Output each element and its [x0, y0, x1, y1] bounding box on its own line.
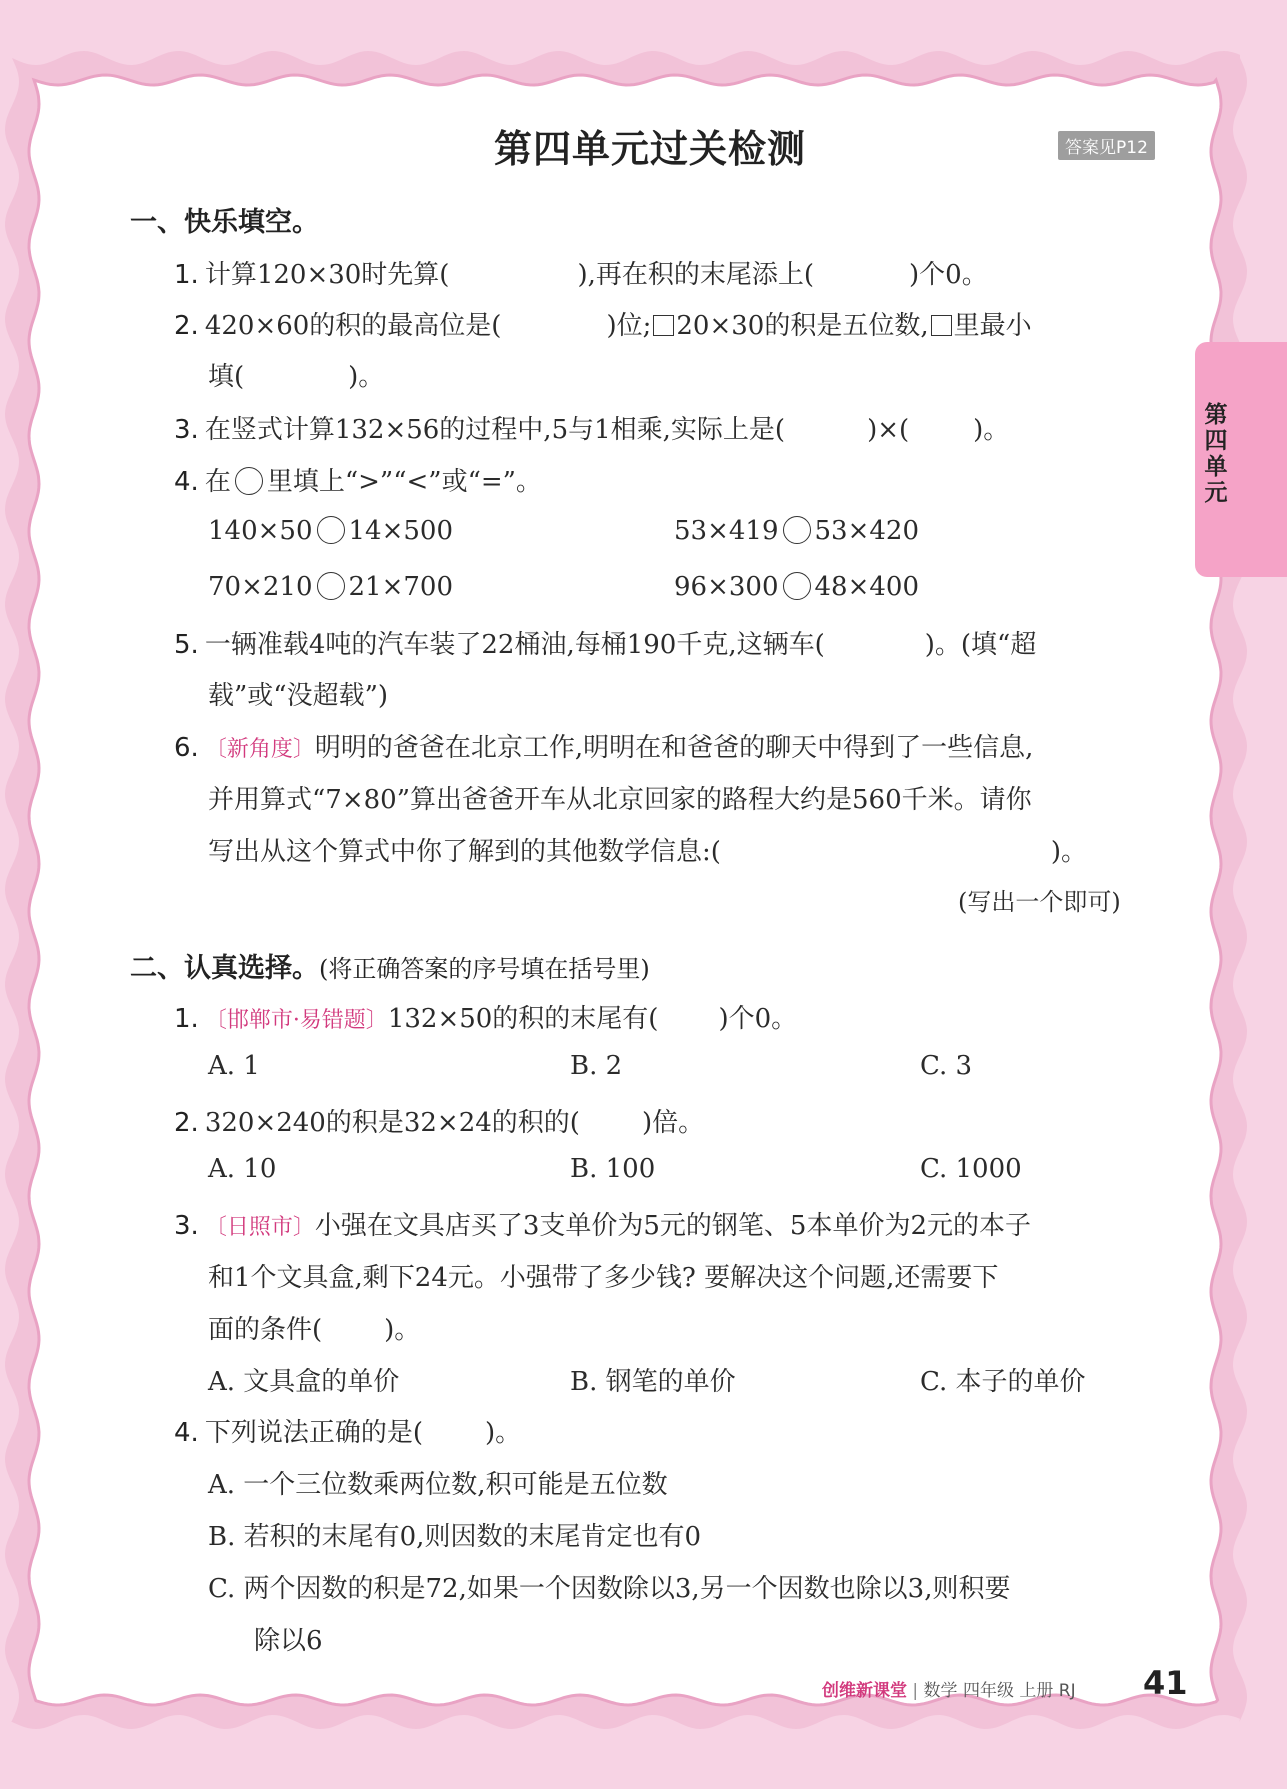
compare-left: 70×210	[208, 572, 313, 602]
s1-q3	[174, 409, 1009, 446]
question-tag: 〔邯郸市·易错题〕	[204, 1008, 388, 1033]
q-text: 面的条件(	[208, 1315, 323, 1345]
q-text: 在	[204, 467, 231, 497]
q-number: 1.	[174, 1004, 199, 1034]
footer-info	[822, 1676, 1076, 1701]
compare-right: 53×420	[814, 516, 919, 546]
s2-q1	[174, 998, 797, 1035]
s1-q4	[174, 461, 542, 498]
q-number: 4.	[174, 467, 199, 497]
q-text: 小强在文具店买了3支单价为5元的钢笔、5本单价为2元的本子	[314, 1211, 1031, 1241]
option-a[interactable]: A. 10	[208, 1154, 277, 1184]
option-c[interactable]: C. 1000	[920, 1154, 1022, 1184]
q-number: 3.	[174, 415, 199, 445]
compare-item	[208, 572, 453, 602]
compare-circle[interactable]	[317, 572, 345, 600]
compare-right: 21×700	[348, 572, 453, 602]
section2-heading	[130, 946, 650, 985]
compare-right: 14×500	[348, 516, 453, 546]
option-c[interactable]: C. 本子的单价	[920, 1367, 1086, 1397]
q-number: 6.	[174, 733, 199, 763]
option-b[interactable]: B. 若积的末尾有0,则因数的末尾肯定也有0	[208, 1522, 701, 1552]
answer-reference-badge: 答案见P12	[1058, 131, 1155, 160]
q-text: )个0。	[718, 1004, 798, 1034]
s1-q5	[174, 624, 1036, 661]
page-number: 41	[1143, 1664, 1188, 1702]
s1-q1	[174, 254, 988, 291]
s2-q3-line2: 和1个文具盒,剩下24元。小强带了多少钱? 要解决这个问题,还需要下	[208, 1263, 999, 1293]
q-text: )×(	[867, 415, 910, 445]
s1-q6	[174, 727, 1033, 764]
side-unit-label: 第四单元	[1204, 402, 1228, 506]
q-number: 2.	[174, 311, 199, 341]
q-text: )。	[384, 1315, 421, 1345]
footer-book-info: 数学 四年级 上册 RJ	[923, 1681, 1076, 1701]
compare-item	[208, 516, 453, 546]
circle-icon	[235, 467, 263, 495]
q-text: ),再在积的末尾添上(	[577, 260, 815, 290]
footer-brand: 创维新课堂	[822, 1681, 907, 1701]
q-text: 里填上“>”“<”或“=”。	[266, 467, 542, 497]
s2-q2	[174, 1102, 704, 1139]
option-b[interactable]: B. 100	[570, 1154, 656, 1184]
q-text: 里最小	[953, 311, 1032, 341]
option-c-cont: 除以6	[254, 1626, 323, 1656]
section2-heading-text: 二、认真选择。	[130, 953, 319, 984]
option-c[interactable]: C. 两个因数的积是72,如果一个因数除以3,另一个因数也除以3,则积要	[208, 1574, 1011, 1604]
q-text: )位;	[606, 311, 652, 341]
q-number: 5.	[174, 630, 199, 660]
s1-q2-cont	[208, 356, 384, 393]
q-text: )。	[973, 415, 1010, 445]
section2-note: (将正确答案的序号填在括号里)	[319, 955, 650, 983]
question-tag: 〔日照市〕	[204, 1215, 315, 1240]
option-a[interactable]: A. 一个三位数乘两位数,积可能是五位数	[208, 1470, 668, 1500]
question-tag: 〔新角度〕	[204, 737, 315, 762]
q-text: 计算120×30时先算(	[204, 260, 450, 290]
compare-circle[interactable]	[317, 516, 345, 544]
option-a[interactable]: A. 1	[208, 1051, 260, 1081]
q-text: )。	[348, 362, 385, 392]
s1-q6-note: (写出一个即可)	[958, 888, 1121, 916]
q-number: 3.	[174, 1211, 199, 1241]
s2-q3	[174, 1205, 1031, 1242]
s1-q2	[174, 305, 1032, 342]
q-number: 1.	[174, 260, 199, 290]
q-text: )倍。	[641, 1108, 705, 1138]
q-number: 4.	[174, 1418, 199, 1448]
option-b[interactable]: B. 2	[570, 1051, 623, 1081]
q-text: 在竖式计算132×56的过程中,5与1相乘,实际上是(	[204, 415, 786, 445]
s2-q4	[174, 1412, 521, 1449]
s2-q3-line3	[208, 1309, 420, 1346]
compare-left: 96×300	[674, 572, 779, 602]
q-number: 2.	[174, 1108, 199, 1138]
square-icon	[931, 315, 952, 336]
page-title: 第四单元过关检测	[493, 127, 806, 171]
q-text: 一辆准载4吨的汽车装了22桶油,每桶190千克,这辆车(	[204, 630, 825, 660]
s1-q6-line2: 并用算式“7×80”算出爸爸开车从北京回家的路程大约是560千米。请你	[208, 785, 1032, 815]
q-text: 明明的爸爸在北京工作,明明在和爸爸的聊天中得到了一些信息,	[314, 733, 1034, 763]
q-text: )。	[484, 1418, 522, 1448]
q-text: )个0。	[909, 260, 988, 290]
q-text: 420×60的积的最高位是(	[204, 311, 502, 341]
option-a[interactable]: A. 文具盒的单价	[208, 1367, 400, 1397]
q-text: 320×240的积是32×24的积的(	[204, 1108, 580, 1138]
compare-left: 53×419	[674, 516, 779, 546]
q-text: 下列说法正确的是(	[204, 1418, 423, 1448]
section1-heading: 一、快乐填空。	[130, 207, 319, 238]
compare-item	[674, 516, 919, 546]
q-text: 填(	[208, 362, 245, 392]
option-b[interactable]: B. 钢笔的单价	[570, 1367, 736, 1397]
compare-right: 48×400	[814, 572, 919, 602]
compare-item	[674, 572, 919, 602]
q-text: 写出从这个算式中你了解到的其他数学信息:(	[208, 837, 721, 867]
s1-q5-cont: 载”或“没超载”)	[208, 681, 389, 711]
q-text: 132×50的积的末尾有(	[387, 1004, 659, 1034]
q-text: )。(填“超	[924, 630, 1037, 660]
square-icon	[653, 315, 674, 336]
compare-circle[interactable]	[783, 572, 811, 600]
s1-q6-line3	[208, 831, 1087, 868]
q-text: )。	[1050, 837, 1088, 867]
compare-circle[interactable]	[783, 516, 811, 544]
option-c[interactable]: C. 3	[920, 1051, 973, 1081]
footer-divider: |	[907, 1681, 924, 1701]
q-text: 20×30的积是五位数,	[676, 311, 929, 341]
compare-left: 140×50	[208, 516, 313, 546]
